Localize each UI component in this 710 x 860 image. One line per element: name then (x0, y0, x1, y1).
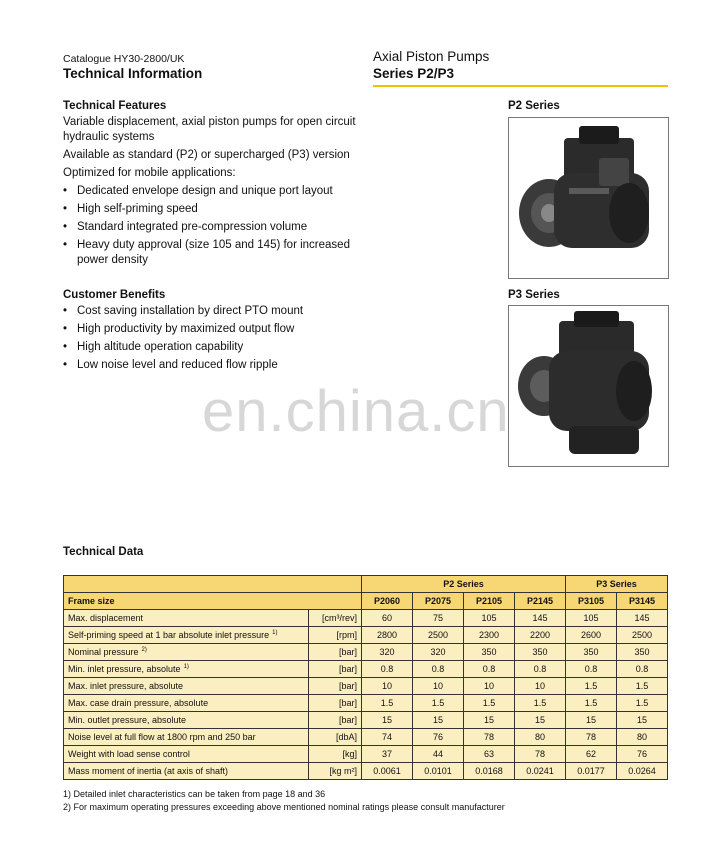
features-optimized: Optimized for mobile applications: (63, 167, 236, 179)
value-cell: 0.8 (464, 661, 515, 678)
list-item: • Heavy duty approval (size 105 and 145) for increased power density (63, 238, 383, 268)
pump-icon (509, 118, 668, 278)
value-cell: 75 (413, 610, 464, 627)
value-cell: 60 (362, 610, 413, 627)
value-cell: 80 (617, 729, 668, 746)
value-cell: 15 (515, 712, 566, 729)
value-cell: 10 (413, 678, 464, 695)
unit-cell: [bar] (309, 644, 362, 661)
table-row (64, 644, 668, 661)
parameter-label: Nominal pressure (68, 647, 139, 657)
value-cell: 1.5 (362, 695, 413, 712)
section-title: Technical Information (63, 66, 203, 81)
pump-icon (509, 306, 668, 466)
value-cell: 10 (464, 678, 515, 695)
unit-cell: [rpm] (309, 627, 362, 644)
technical-features-section (63, 100, 383, 271)
parameter-label: Max. case drain pressure, absolute (68, 698, 209, 708)
value-cell: 2800 (362, 627, 413, 644)
model-header: P3145 (617, 593, 668, 610)
footnote-1: 1) Detailed inlet characteristics can be taken from page 18 and 36 (63, 789, 326, 799)
value-cell: 0.8 (362, 661, 413, 678)
value-cell: 74 (362, 729, 413, 746)
unit-cell: [bar] (309, 678, 362, 695)
table-row (64, 763, 668, 780)
frame-size-label: Frame size (64, 593, 362, 610)
value-cell: 76 (413, 729, 464, 746)
value-cell: 350 (464, 644, 515, 661)
watermark: en.china.cn (202, 379, 510, 444)
footnote-ref: 1) (272, 630, 278, 636)
parameter-cell (64, 661, 309, 678)
customer-benefits-section (63, 289, 383, 376)
customer-benefits-title: Customer Benefits (63, 289, 166, 301)
features-intro: Variable displacement, axial piston pumps for open circuit hydraulic systems (63, 116, 356, 143)
value-cell: 0.8 (413, 661, 464, 678)
value-cell: 0.8 (566, 661, 617, 678)
value-cell: 15 (617, 712, 668, 729)
parameter-label: Max. displacement (68, 613, 144, 623)
unit-cell: [kg m²] (309, 763, 362, 780)
features-available: Available as standard (P2) or supercharged (P3) version (63, 149, 350, 161)
value-cell: 1.5 (413, 695, 464, 712)
table-row (64, 678, 668, 695)
unit-cell: [bar] (309, 712, 362, 729)
value-cell: 350 (515, 644, 566, 661)
value-cell: 1.5 (617, 678, 668, 695)
parameter-cell (64, 610, 309, 627)
value-cell: 145 (515, 610, 566, 627)
unit-cell: [bar] (309, 661, 362, 678)
value-cell: 1.5 (566, 695, 617, 712)
value-cell: 2500 (617, 627, 668, 644)
product-title: Axial Piston Pumps (373, 49, 490, 64)
parameter-cell (64, 763, 309, 780)
parameter-cell (64, 644, 309, 661)
footnote-ref: 1) (183, 664, 189, 670)
value-cell: 0.0061 (362, 763, 413, 780)
parameter-cell (64, 746, 309, 763)
value-cell: 320 (362, 644, 413, 661)
table-row (64, 746, 668, 763)
footnote-2: 2) For maximum operating pressures exceeding above mentioned nominal ratings please consult manufacturer (63, 802, 505, 812)
value-cell: 15 (413, 712, 464, 729)
p2-series-group: P2 Series (362, 576, 566, 593)
value-cell: 0.0101 (413, 763, 464, 780)
list-item: • Dedicated envelope design and unique port layout (63, 184, 383, 199)
value-cell: 0.0168 (464, 763, 515, 780)
value-cell: 0.0241 (515, 763, 566, 780)
parameter-cell (64, 695, 309, 712)
list-item: • High productivity by maximized output flow (63, 322, 383, 337)
parameter-label: Min. outlet pressure, absolute (68, 715, 187, 725)
parameter-cell (64, 627, 309, 644)
technical-data-table (63, 575, 668, 780)
table-row (64, 627, 668, 644)
value-cell: 1.5 (464, 695, 515, 712)
model-header: P2075 (413, 593, 464, 610)
list-item: • High self-priming speed (63, 202, 383, 217)
table-row (64, 661, 668, 678)
value-cell: 2300 (464, 627, 515, 644)
parameter-cell (64, 678, 309, 695)
value-cell: 145 (617, 610, 668, 627)
table-row (64, 712, 668, 729)
value-cell: 78 (464, 729, 515, 746)
technical-features-title: Technical Features (63, 100, 167, 112)
parameter-label: Self-priming speed at 1 bar absolute inlet pressure (68, 630, 270, 640)
technical-data-title: Technical Data (63, 546, 144, 558)
value-cell: 62 (566, 746, 617, 763)
value-cell: 76 (617, 746, 668, 763)
unit-cell: [kg] (309, 746, 362, 763)
value-cell: 15 (464, 712, 515, 729)
p2-series-label: P2 Series (508, 100, 560, 112)
parameter-label: Min. inlet pressure, absolute (68, 664, 181, 674)
value-cell: 2200 (515, 627, 566, 644)
list-item: • Low noise level and reduced flow ripple (63, 358, 383, 373)
value-cell: 78 (566, 729, 617, 746)
table-row (64, 610, 668, 627)
table-row (64, 576, 668, 593)
value-cell: 10 (515, 678, 566, 695)
value-cell: 1.5 (515, 695, 566, 712)
value-cell: 80 (515, 729, 566, 746)
value-cell: 44 (413, 746, 464, 763)
value-cell: 105 (464, 610, 515, 627)
p3-pump-photo (508, 305, 669, 467)
parameter-cell (64, 712, 309, 729)
list-item: • Standard integrated pre-compression volume (63, 220, 383, 235)
value-cell: 15 (362, 712, 413, 729)
unit-cell: [cm³/rev] (309, 610, 362, 627)
value-cell: 320 (413, 644, 464, 661)
parameter-label: Max. inlet pressure, absolute (68, 681, 184, 691)
benefits-list (63, 304, 383, 373)
value-cell: 1.5 (566, 678, 617, 695)
parameter-label: Noise level at full flow at 1800 rpm and 250 bar (68, 732, 256, 742)
footnote-ref: 2) (141, 647, 147, 653)
value-cell: 350 (617, 644, 668, 661)
value-cell: 105 (566, 610, 617, 627)
model-header: P2105 (464, 593, 515, 610)
value-cell: 15 (566, 712, 617, 729)
header-rule (373, 85, 668, 87)
p3-series-group: P3 Series (566, 576, 668, 593)
value-cell: 2500 (413, 627, 464, 644)
p2-pump-photo (508, 117, 669, 279)
table-row (64, 593, 668, 610)
value-cell: 0.8 (515, 661, 566, 678)
value-cell: 78 (515, 746, 566, 763)
parameter-label: Mass moment of inertia (at axis of shaft) (68, 766, 229, 776)
table-row (64, 729, 668, 746)
list-item: • High altitude operation capability (63, 340, 383, 355)
value-cell: 1.5 (617, 695, 668, 712)
table-body (64, 610, 668, 780)
catalogue-number: Catalogue HY30-2800/UK (63, 53, 185, 65)
parameter-label: Weight with load sense control (68, 749, 190, 759)
value-cell: 2600 (566, 627, 617, 644)
value-cell: 0.8 (617, 661, 668, 678)
parameter-cell (64, 729, 309, 746)
table-row (64, 695, 668, 712)
model-header: P2145 (515, 593, 566, 610)
unit-cell: [bar] (309, 695, 362, 712)
value-cell: 37 (362, 746, 413, 763)
series-title: Series P2/P3 (373, 66, 455, 81)
list-item: • Cost saving installation by direct PTO mount (63, 304, 383, 319)
value-cell: 0.0264 (617, 763, 668, 780)
value-cell: 0.0177 (566, 763, 617, 780)
value-cell: 10 (362, 678, 413, 695)
value-cell: 350 (566, 644, 617, 661)
features-list (63, 184, 383, 268)
value-cell: 63 (464, 746, 515, 763)
p3-series-label: P3 Series (508, 289, 560, 301)
model-header: P3105 (566, 593, 617, 610)
unit-cell: [dbA] (309, 729, 362, 746)
model-header: P2060 (362, 593, 413, 610)
